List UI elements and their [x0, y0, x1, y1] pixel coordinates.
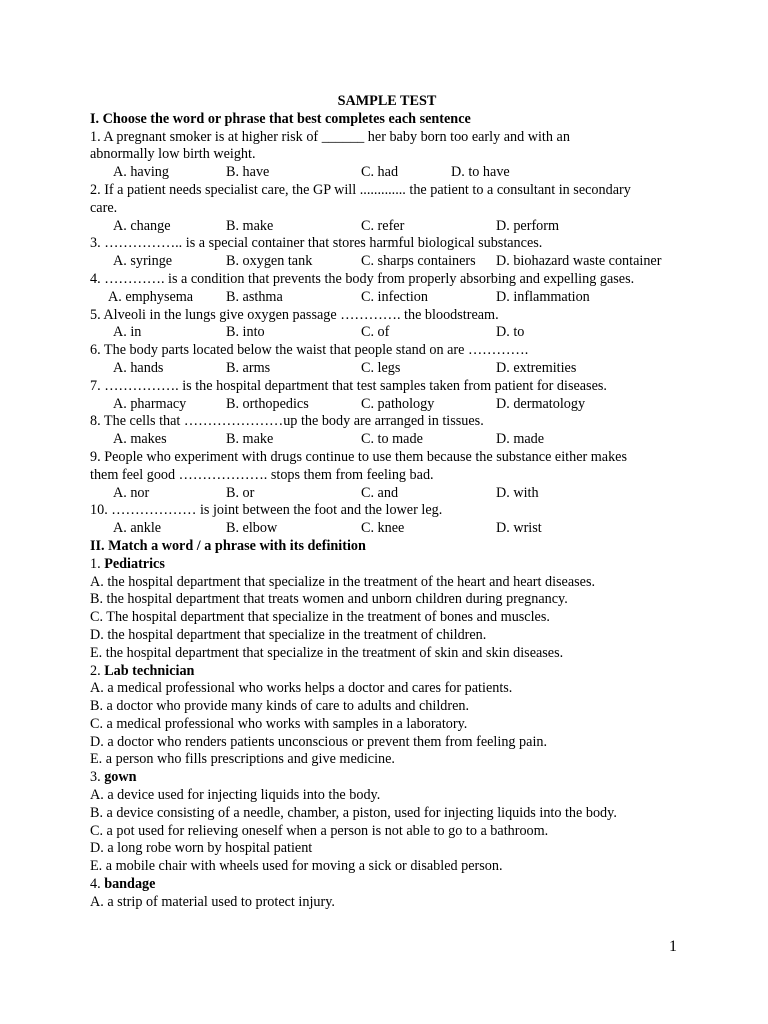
- question-text: them feel good ………………. stops them from feeling bad.: [90, 466, 434, 483]
- match-number: 4.: [90, 876, 105, 893]
- option-a: A. having: [113, 164, 169, 181]
- option-d: D. dermatology: [496, 395, 586, 412]
- option-a: A. makes: [113, 431, 167, 448]
- option-b: B. or: [226, 484, 255, 501]
- answer-options: [90, 289, 690, 307]
- option-d: D. to have: [451, 164, 510, 181]
- option-c: C. pathology: [361, 395, 435, 412]
- question: [90, 502, 690, 538]
- match-term: [90, 769, 690, 787]
- match-term: [90, 556, 690, 574]
- option-d: D. made: [496, 431, 545, 448]
- definition-option: B. a doctor who provide many kinds of care to adults and children.: [90, 698, 470, 715]
- answer-options: [90, 485, 690, 503]
- option-d: D. to: [496, 324, 525, 341]
- option-b: B. oxygen tank: [226, 253, 313, 270]
- section2-heading: II. Match a word / a phrase with its definition: [90, 537, 366, 554]
- match-number: 1.: [90, 555, 105, 572]
- question-text: 5. Alveoli in the lungs give oxygen passage …………. the bloodstream.: [90, 306, 499, 323]
- definition-option: D. the hospital department that specialize in the treatment of children.: [90, 626, 487, 643]
- option-d: D. with: [496, 484, 539, 501]
- option-a: A. ankle: [113, 520, 162, 537]
- option-c: C. refer: [361, 217, 405, 234]
- option-c: C. infection: [361, 288, 428, 305]
- match-term-label: Pediatrics: [104, 555, 165, 572]
- option-d: D. biohazard waste container: [496, 253, 662, 270]
- answer-options: [90, 520, 690, 538]
- option-b: B. arms: [226, 359, 271, 376]
- match-term-label: bandage: [104, 876, 156, 893]
- question-text: 6. The body parts located below the waist that people stand on are ………….: [90, 342, 529, 359]
- section2-items: [90, 556, 690, 912]
- test-document: [90, 93, 690, 912]
- section1-heading: I. Choose the word or phrase that best completes each sentence: [90, 110, 471, 127]
- option-b: B. have: [226, 164, 270, 181]
- question: [90, 129, 690, 182]
- definition-option: B. a device consisting of a needle, chamber, a piston, used for injecting liquids into the body.: [90, 804, 617, 821]
- question: [90, 413, 690, 449]
- question: [90, 378, 690, 414]
- question-text: 10. ……………… is joint between the foot and the lower leg.: [90, 502, 443, 519]
- answer-options: [90, 360, 690, 378]
- question-text: 8. The cells that …………………up the body are arranged in tissues.: [90, 413, 484, 430]
- page-title: SAMPLE TEST: [337, 93, 437, 109]
- option-b: B. make: [226, 431, 274, 448]
- match-number: 3.: [90, 769, 105, 786]
- option-b: B. orthopedics: [226, 395, 309, 412]
- question: [90, 271, 690, 307]
- option-b: B. into: [226, 324, 265, 341]
- definition-option: D. a long robe worn by hospital patient: [90, 840, 313, 857]
- option-c: C. had: [361, 164, 399, 181]
- option-d: D. wrist: [496, 520, 542, 537]
- definition-option: A. a device used for injecting liquids into the body.: [90, 787, 381, 804]
- question: [90, 307, 690, 343]
- option-d: D. perform: [496, 217, 560, 234]
- option-c: C. to made: [361, 431, 423, 448]
- page-number: 1: [669, 938, 677, 955]
- question: [90, 235, 690, 271]
- answer-options: [90, 431, 690, 449]
- question-text: abnormally low birth weight.: [90, 146, 256, 163]
- definition-option: A. the hospital department that specialize in the treatment of the heart and heart diseases.: [90, 573, 596, 590]
- definition-option: C. a medical professional who works with samples in a laboratory.: [90, 715, 468, 732]
- match-term: [90, 876, 690, 894]
- option-b: B. make: [226, 217, 274, 234]
- match-term-label: Lab technician: [104, 662, 195, 679]
- question-text: 3. …………….. is a special container that stores harmful biological substances.: [90, 235, 543, 252]
- definition-option: C. The hospital department that specialize in the treatment of bones and muscles.: [90, 609, 550, 626]
- option-c: C. legs: [361, 359, 401, 376]
- match-term-label: gown: [104, 769, 137, 786]
- option-a: A. nor: [113, 484, 150, 501]
- option-a: A. syringe: [113, 253, 173, 270]
- definition-option: A. a strip of material used to protect injury.: [90, 893, 335, 910]
- answer-options: [90, 164, 690, 182]
- question: [90, 449, 690, 502]
- option-b: B. elbow: [226, 520, 278, 537]
- section1-questions: [90, 129, 690, 538]
- option-b: B. asthma: [226, 288, 283, 305]
- option-d: D. extremities: [496, 359, 577, 376]
- question-text: 9. People who experiment with drugs continue to use them because the substance either makes: [90, 448, 628, 465]
- question-text: 1. A pregnant smoker is at higher risk of ______ her baby born too early and with an: [90, 128, 570, 145]
- definition-option: B. the hospital department that treats women and unborn children during pregnancy.: [90, 591, 568, 608]
- question-text: 7. ……………. is the hospital department that test samples taken from patient for diseases.: [90, 377, 607, 394]
- option-a: A. change: [113, 217, 171, 234]
- question-text: 2. If a patient needs specialist care, the GP will ............. the patient to a consultant in secondary: [90, 181, 631, 198]
- option-a: A. in: [113, 324, 142, 341]
- question: [90, 182, 690, 235]
- option-c: C. and: [361, 484, 399, 501]
- question-text: 4. …………. is a condition that prevents the body from properly absorbing and expelling gases.: [90, 270, 635, 287]
- answer-options: [90, 253, 690, 271]
- question-text: care.: [90, 199, 118, 216]
- option-c: C. of: [361, 324, 390, 341]
- option-a: A. emphysema: [108, 288, 194, 305]
- option-a: A. hands: [113, 359, 164, 376]
- option-a: A. pharmacy: [113, 395, 187, 412]
- definition-option: C. a pot used for relieving oneself when a person is not able to go to a bathroom.: [90, 822, 549, 839]
- answer-options: [90, 218, 690, 236]
- question: [90, 342, 690, 378]
- definition-option: D. a doctor who renders patients unconscious or prevent them from feeling pain.: [90, 733, 548, 750]
- definition-option: E. a mobile chair with wheels used for moving a sick or disabled person.: [90, 858, 503, 875]
- option-c: C. knee: [361, 520, 405, 537]
- definition-option: E. a person who fills prescriptions and give medicine.: [90, 751, 395, 768]
- match-number: 2.: [90, 662, 105, 679]
- definition-option: A. a medical professional who works helps a doctor and cares for patients.: [90, 680, 513, 697]
- match-term: [90, 663, 690, 681]
- answer-options: [90, 396, 690, 414]
- definition-option: E. the hospital department that specialize in the treatment of skin and skin diseases.: [90, 644, 564, 661]
- option-c: C. sharps containers: [361, 253, 476, 270]
- answer-options: [90, 324, 690, 342]
- option-d: D. inflammation: [496, 288, 590, 305]
